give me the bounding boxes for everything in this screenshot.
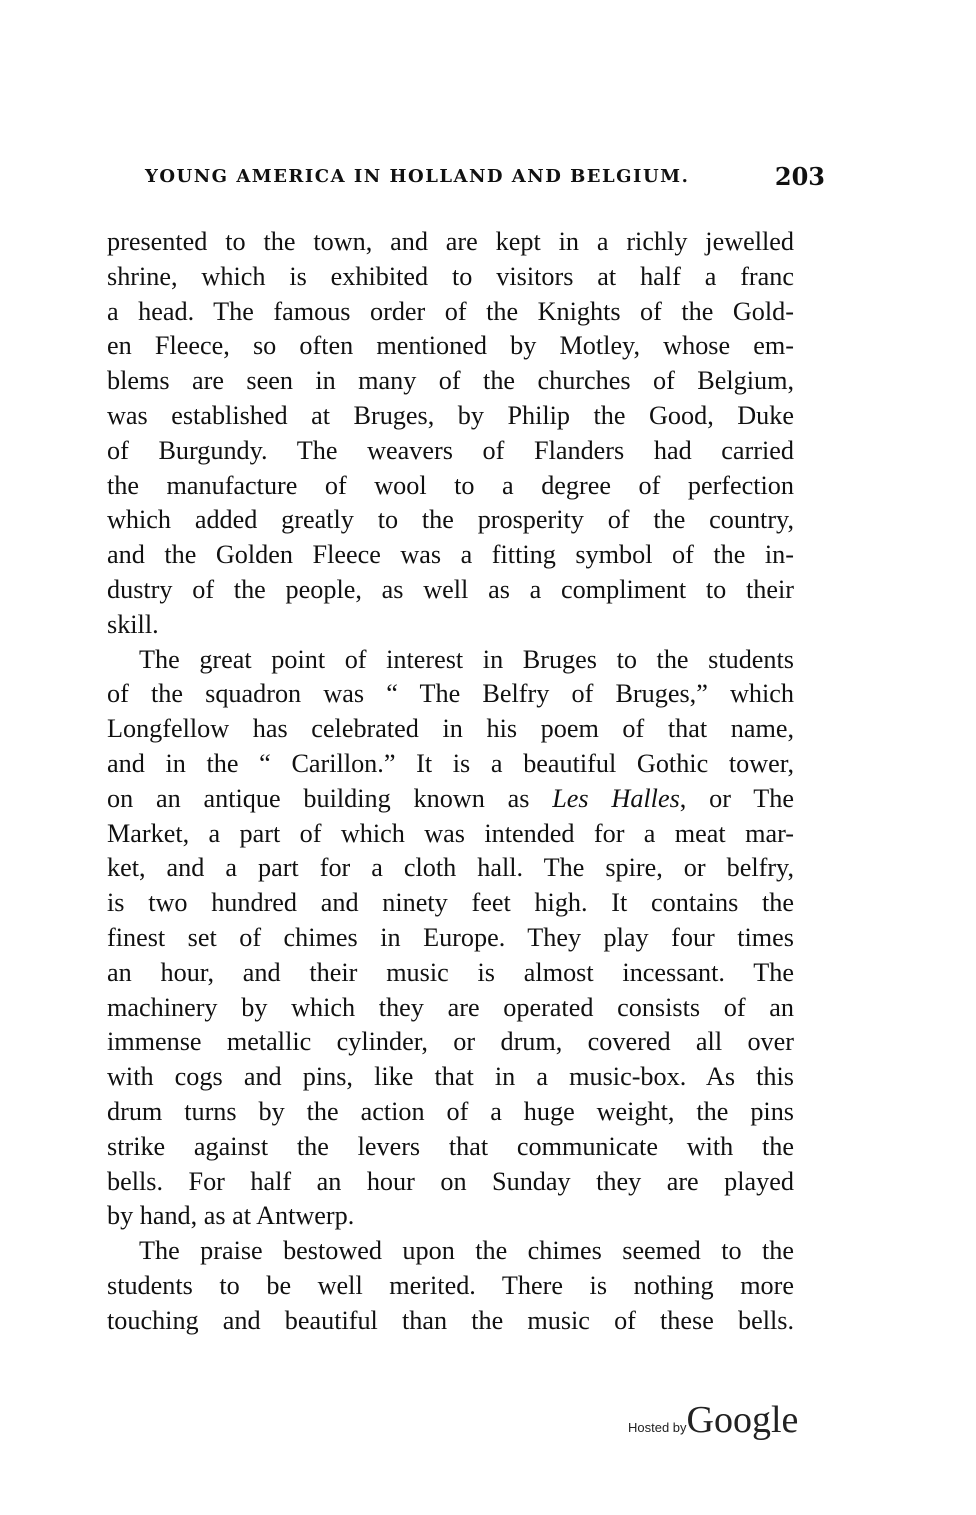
text-line: which added greatly to the prosperity of the country, [107,505,794,535]
text-line: an hour, and their music is almost incessant. The [107,957,794,987]
text-line: bells. For half an hour on Sunday they are played [107,1166,794,1196]
hosted-by-label: Hosted by [628,1420,687,1435]
running-header [145,162,825,191]
text-line: blems are seen in many of the churches of Belgium, [107,366,794,396]
text-line: shrine, which is exhibited to visitors at half a franc [107,261,794,291]
text-line: strike against the levers that communicate with the [107,1131,794,1161]
text-line: The great point of interest in Bruges to the students [139,644,794,674]
text-line: Longfellow has celebrated in his poem of that name, [107,714,794,744]
paragraph-1 [107,225,794,643]
text-line: touching and beautiful than the music of these bells. [107,1305,794,1335]
text-line: Market, a part of which was intended for a meat mar- [107,818,794,848]
hosted-by-google-watermark [628,1398,798,1442]
text-line: presented to the town, and are kept in a richly jewelled [107,227,794,256]
paragraph-2 [107,643,794,1235]
text-line: finest set of chimes in Europe. They play four times [107,922,794,952]
text-line: the manufacture of wool to a degree of perfection [107,470,794,500]
text-line: with cogs and pins, like that in a music-box. As this [107,1062,794,1092]
text-line: drum turns by the action of a huge weight, the pins [107,1096,794,1126]
text-line: of Burgundy. The weavers of Flanders had carried [107,435,794,465]
text-line: ket, and a part for a cloth hall. The spire, or belfry, [107,853,794,883]
text-line: dustry of the people, as well as a compliment to their [107,574,794,604]
italic-phrase: Les Halles [552,783,680,813]
text-line: a head. The famous order of the Knights of the Gold- [107,296,794,326]
running-title: YOUNG AMERICA IN HOLLAND AND BELGIUM. [145,166,690,187]
google-logo: Google [686,1399,799,1441]
text-line: of the squadron was “ The Belfry of Bruges,” which [107,679,794,709]
page-body [107,225,794,1339]
text-line: and the Golden Fleece was a fitting symbol of the in- [107,540,794,570]
text-segment: on an antique building known as [107,783,553,813]
text-line: by hand, as at Antwerp. [107,1201,355,1231]
text-line: and in the “ Carillon.” It is a beautiful Gothic tower, [107,748,794,778]
text-line: is two hundred and ninety feet high. It contains the [107,888,794,918]
text-line: was established at Bruges, by Philip the Good, Duke [107,400,794,430]
text-line: en Fleece, so often mentioned by Motley, whose em- [107,331,794,361]
text-line: skill. [107,609,159,639]
page-number: 203 [774,162,825,191]
text-line: The praise bestowed upon the chimes seemed to the [139,1236,794,1266]
paragraph-3 [107,1234,794,1338]
text-line-with-italic [107,782,794,817]
text-segment: , or The [679,783,794,813]
text-line: students to be well merited. There is nothing more [107,1270,794,1300]
text-line: immense metallic cylinder, or drum, covered all over [107,1027,794,1057]
text-line: machinery by which they are operated consists of an [107,992,794,1022]
